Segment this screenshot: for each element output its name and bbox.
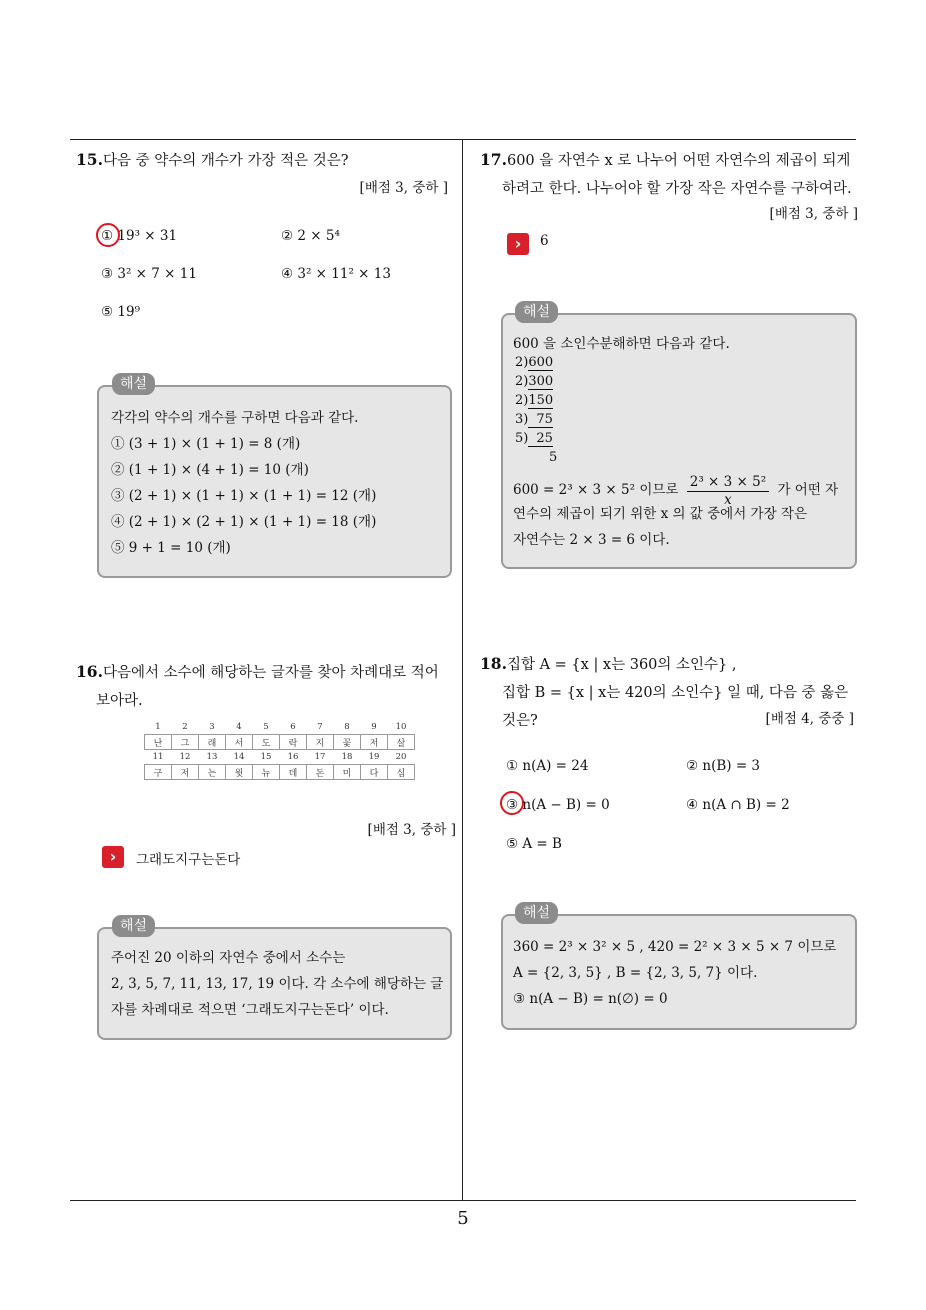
q16-num-row-1: [145, 720, 415, 735]
q16-char-row-2: [145, 765, 415, 780]
q16-explain-box: [97, 927, 452, 1040]
q18-option-4[interactable]: ④ n(A ∩ B) = 2: [686, 797, 790, 813]
q15-option-1[interactable]: ① 19³ × 31: [101, 228, 178, 244]
q17-answer: 6: [540, 233, 549, 249]
q17-title: [480, 146, 866, 203]
q16-num-cell: 18: [341, 752, 353, 762]
q16-char-cell: 살: [388, 735, 415, 750]
q16-num-cell: 12: [179, 752, 191, 762]
q15-title: [76, 146, 456, 175]
q17-explain-tag: 해설: [515, 301, 558, 323]
q16-char-cell: 꽃: [334, 735, 361, 750]
q18-number: 18.: [480, 654, 507, 673]
q15-explain-box: [97, 385, 452, 578]
q16-num-cell: 15: [260, 752, 272, 762]
q15-score: [배점 3, 중하 ]: [359, 180, 448, 196]
q15-option-3[interactable]: ③ 3² × 7 × 11: [101, 266, 197, 282]
q16-explain-lines: [111, 945, 443, 1023]
q16-explain-tag: 해설: [112, 915, 155, 937]
q16-answer-arrow-icon: ›: [102, 846, 124, 868]
q16-text-1: 다음에서 소수에 해당하는 글자를 찾아 차례대로 적어: [102, 665, 439, 681]
q17-explain-line-3: 연수의 제곱이 되기 위한 x 의 값 중에서 가장 작은: [513, 506, 808, 522]
q16-char-cell: 래: [199, 735, 226, 750]
q17-division-ladder: [515, 353, 557, 467]
q15-explain-line: ② (1 + 1) × (4 + 1) = 10 (개): [111, 462, 309, 478]
q18-explain-line: 360 = 2³ × 3² × 5 , 420 = 2² × 3 × 5 × 7 이므로: [513, 939, 837, 955]
q18-text-3: 것은?: [502, 713, 538, 729]
bottom-rule: [70, 1200, 856, 1201]
q16-char-cell: 다: [361, 765, 388, 780]
q16-num-cell: 3: [209, 722, 215, 732]
q16-char-cell: 뉴: [253, 765, 280, 780]
q15-number: 15.: [76, 150, 103, 169]
page-number: 5: [457, 1208, 469, 1229]
q15-explain-line: 각각의 약수의 개수를 구하면 다음과 같다.: [111, 410, 359, 426]
q16-char-cell: 돈: [307, 765, 334, 780]
q17-text-2: 하려고 한다. 나누어야 할 가장 작은 자연수를 구하여라.: [502, 181, 852, 197]
q17-explain-eq: 600 = 2³ × 3 × 5² 이므로 $\frac{\text{2³ × 3 × 5²}}{x}$ 가 어떤 자: [513, 474, 839, 508]
q16-num-cell: 7: [317, 722, 323, 732]
q16-number: 16.: [76, 662, 103, 681]
q15-explain-lines: [111, 405, 376, 561]
q16-char-cell: 락: [280, 735, 307, 750]
q18-explain-box: [501, 914, 857, 1030]
q16-explain-line: 2, 3, 5, 7, 11, 13, 17, 19 이다. 각 소수에 해당하는 글: [111, 976, 444, 992]
q15-option-4[interactable]: ④ 3² × 11² × 13: [281, 266, 391, 282]
q16-char-cell: 윗: [226, 765, 253, 780]
q18-score: [배점 4, 중중 ]: [765, 711, 854, 727]
q15-explain-line: ③ (2 + 1) × (1 + 1) × (1 + 1) = 12 (개): [111, 488, 377, 504]
q16-text-2: 보아라.: [96, 693, 143, 709]
column-divider: [462, 139, 463, 1201]
q16-num-cell: 1: [155, 722, 161, 732]
q17-division-row: 2)150: [515, 393, 554, 408]
q15-option-5[interactable]: ⑤ 19⁹: [101, 304, 140, 320]
q18-option-1[interactable]: ① n(A) = 24: [506, 758, 589, 774]
q16-num-cell: 10: [395, 722, 407, 732]
q16-letter-table: [144, 720, 415, 780]
q18-explain-line: A = {2, 3, 5} , B = {2, 3, 5, 7} 이다.: [513, 965, 758, 981]
q17-explain-line-1: 600 을 소인수분해하면 다음과 같다.: [513, 336, 730, 352]
q15-explain-tag: 해설: [112, 373, 155, 395]
q15-explain-line: ① (3 + 1) × (1 + 1) = 8 (개): [111, 436, 301, 452]
q17-explain-line-4: 자연수는 2 × 3 = 6 이다.: [513, 532, 670, 548]
q16-char-cell: 저: [172, 765, 199, 780]
q16-score: [배점 3, 중하 ]: [367, 822, 456, 838]
q18-text-1: 집합 A = {x | x는 360의 소인수} ,: [506, 657, 737, 673]
q16-num-cell: 19: [368, 752, 380, 762]
q18-option-3[interactable]: ③ n(A − B) = 0: [506, 797, 610, 813]
q17-answer-arrow-icon: ›: [507, 233, 529, 255]
q16-num-row-2: [145, 750, 415, 765]
q16-char-cell: 그: [172, 735, 199, 750]
q16-char-cell: 저: [361, 735, 388, 750]
q16-num-cell: 4: [236, 722, 242, 732]
q16-answer: 그래도지구는돈다: [136, 852, 241, 868]
q16-num-cell: 9: [371, 722, 377, 732]
q17-explain-box: [501, 313, 857, 569]
q17-division-row: 3) 75: [515, 412, 553, 427]
q16-char-cell: 도: [253, 735, 280, 750]
q16-num-cell: 17: [314, 752, 326, 762]
q18-option-5[interactable]: ⑤ A = B: [506, 836, 562, 852]
q18-explain-tag: 해설: [515, 902, 558, 924]
q16-char-cell: 데: [280, 765, 307, 780]
q18-option-2[interactable]: ② n(B) = 3: [686, 758, 761, 774]
q17-division-row: 2)600: [515, 355, 554, 370]
q17-division-row: 2)300: [515, 374, 554, 389]
q16-num-cell: 11: [152, 752, 164, 762]
q16-char-cell: 심: [388, 765, 415, 780]
q17-fraction: $\frac{\text{2³ × 3 × 5²}}{x}$: [687, 473, 769, 508]
q16-char-cell: 지: [307, 735, 334, 750]
q15-option-2[interactable]: ② 2 × 5⁴: [281, 228, 340, 244]
q17-division-row: 5) 25: [515, 431, 553, 446]
q18-explain-line: ③ n(A − B) = n(∅) = 0: [513, 991, 668, 1007]
top-rule: [70, 139, 856, 140]
q16-char-cell: 난: [145, 735, 172, 750]
q16-char-cell: 서: [226, 735, 253, 750]
q16-num-cell: 20: [395, 752, 407, 762]
q17-number: 17.: [480, 150, 507, 169]
q16-num-cell: 14: [233, 752, 245, 762]
q15-explain-line: ⑤ 9 + 1 = 10 (개): [111, 540, 231, 556]
q16-char-row-1: [145, 735, 415, 750]
q16-num-cell: 13: [206, 752, 218, 762]
q16-num-cell: 6: [290, 722, 296, 732]
q17-score: [배점 3, 중하 ]: [769, 206, 858, 222]
q18-text-2: 집합 B = {x | x는 420의 소인수} 일 때, 다음 중 옳은: [502, 685, 849, 701]
q15-explain-line: ④ (2 + 1) × (2 + 1) × (1 + 1) = 18 (개): [111, 514, 377, 530]
q17-text-1: 600 을 자연수 x 로 나누어 어떤 자연수의 제곱이 되게: [506, 153, 851, 169]
q16-title: [76, 658, 460, 715]
q15-text: 다음 중 약수의 개수가 가장 적은 것은?: [102, 153, 349, 169]
q16-char-cell: 미: [334, 765, 361, 780]
q16-char-cell: 는: [199, 765, 226, 780]
q16-num-cell: 16: [287, 752, 299, 762]
q17-division-row: 5: [549, 450, 558, 465]
q16-char-cell: 구: [145, 765, 172, 780]
q18-explain-lines: [513, 934, 836, 1012]
q16-num-cell: 5: [263, 722, 269, 732]
q16-num-cell: 2: [182, 722, 188, 732]
q16-explain-line: 주어진 20 이하의 자연수 중에서 소수는: [111, 950, 346, 966]
q16-num-cell: 8: [344, 722, 350, 732]
q16-explain-line: 자를 차례대로 적으면 ‘그래도지구는돈다’ 이다.: [111, 1002, 389, 1018]
